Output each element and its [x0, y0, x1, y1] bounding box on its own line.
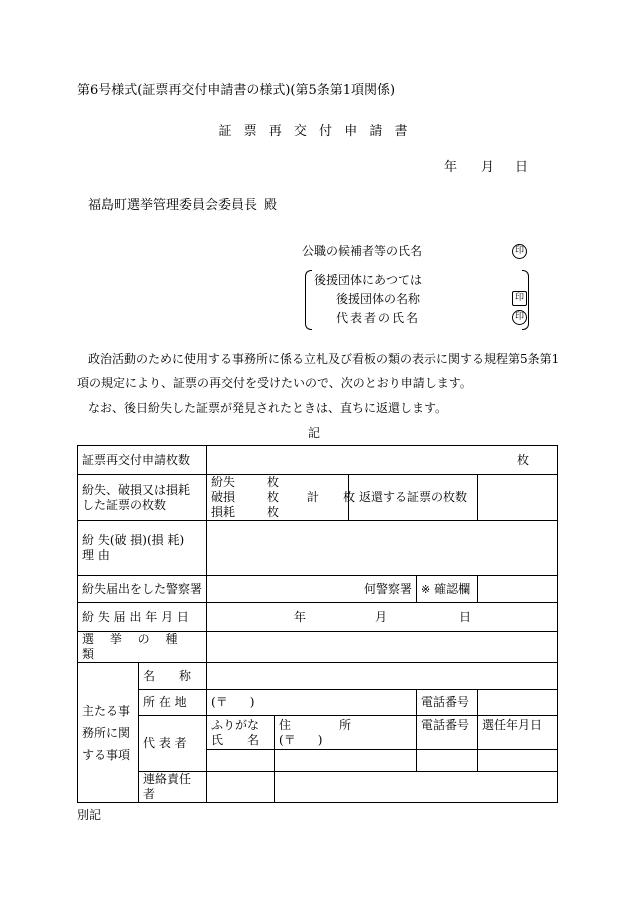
seal-mark-representative: 印 — [512, 310, 527, 325]
office-address-label: 所 在 地 — [139, 690, 207, 716]
lost-damaged-label — [78, 475, 207, 521]
addressee-honorific: 殿 — [264, 198, 278, 213]
reason-label-line1: 紛 失(破 損)(損 耗) — [82, 533, 185, 547]
addressee-name: 福島町選挙管理委員会委員長 — [88, 198, 258, 213]
row-office-address — [78, 690, 558, 716]
note-mark: ※ — [421, 582, 431, 596]
reissue-count-field[interactable] — [207, 446, 558, 475]
return-count-label: 返還する証票の枚数 — [349, 475, 478, 521]
damaged-sheet-unit: 枚 — [267, 490, 280, 504]
rep-address-field[interactable] — [275, 750, 417, 772]
paragraph1-line2: 項の規定により、証票の再交付を受けたいので、次のとおり申請します。 — [77, 376, 472, 390]
reason-field[interactable] — [207, 521, 558, 576]
candidate-name-label: 公職の候補者等の氏名 — [302, 244, 423, 258]
contact-label: 連絡責任者 — [139, 772, 207, 803]
report-year: 年 — [294, 609, 307, 624]
left-bracket — [305, 270, 312, 330]
police-field[interactable] — [207, 576, 417, 603]
contact-name-field[interactable] — [207, 772, 275, 803]
document-title: 証 票 再 交 付 申 請 書 — [218, 124, 412, 139]
election-type-label: 選 挙 の 種 類 — [78, 632, 207, 663]
confirm-label: 確認欄 — [434, 581, 471, 596]
group-name-label: 後援団体の名称 — [336, 292, 421, 306]
report-month: 月 — [375, 609, 388, 624]
row-police — [78, 576, 558, 603]
confirm-cell — [417, 576, 478, 603]
office-name-field[interactable] — [207, 663, 558, 690]
rep-name-field[interactable] — [207, 750, 275, 772]
rep-address-header — [275, 716, 417, 750]
total-sheet-unit: 枚 — [343, 490, 356, 504]
worn-sheet-unit: 枚 — [267, 505, 280, 519]
report-date-label: 紛 失 届 出 年 月 日 — [78, 603, 207, 632]
row-contact — [78, 772, 558, 803]
rep-phone-header: 電話番号 — [417, 716, 478, 750]
office-label-line2: 務所に関 — [82, 725, 131, 740]
form-number: 第6号様式(証票再交付申請書の様式)(第5条第1項関係) — [77, 83, 396, 98]
furigana-label: ふりがな — [211, 718, 260, 732]
rep-postal-close: ) — [317, 733, 323, 747]
row-reissue-count — [78, 446, 558, 475]
supporter-intro: 後援団体にあつては — [314, 273, 423, 287]
rep-name-header — [207, 716, 275, 750]
lost-label: 紛失 — [211, 475, 236, 489]
row-representative — [78, 716, 558, 750]
rep-appointment-field[interactable] — [478, 750, 558, 772]
rep-phone-field[interactable] — [417, 750, 478, 772]
office-label — [78, 663, 139, 803]
reason-label — [78, 521, 207, 576]
report-date-field[interactable] — [207, 603, 558, 632]
office-label-line3: する事項 — [82, 747, 131, 762]
lost-sheet-unit: 枚 — [267, 475, 280, 489]
date-month: 月 — [481, 160, 495, 175]
seal-mark-candidate: 印 — [512, 244, 527, 259]
paragraph1-line1: 政治活動のために使用する事務所に係る立札及び看板の類の表示に関する規程第5条第1 — [88, 352, 560, 366]
seal-mark-group: 印 — [512, 291, 527, 306]
paragraph2: なお、後日紛失した証票が発見されたときは、直ちに返還します。 — [88, 401, 448, 415]
lost-damaged-label-line1: 紛失、破損又は損耗 — [82, 482, 191, 497]
police-suffix: 何警察署 — [364, 581, 413, 596]
row-report-date — [78, 603, 558, 632]
row-lost-damaged — [78, 475, 558, 521]
ki-mark: 記 — [308, 426, 321, 440]
rep-appointment-header: 選任年月日 — [478, 716, 558, 750]
representative-label: 代 表 者 — [139, 716, 207, 772]
office-phone-label: 電話番号 — [417, 690, 478, 716]
report-day: 日 — [459, 609, 472, 624]
row-election-type — [78, 632, 558, 663]
damaged-label: 破損 — [211, 490, 236, 504]
date-day: 日 — [515, 160, 529, 175]
lost-damaged-counts[interactable] — [207, 475, 356, 521]
office-postal-open: (〒 — [211, 695, 228, 709]
rep-postal-open: (〒 — [279, 733, 296, 747]
reissue-count-label: 証票再交付申請枚数 — [78, 446, 207, 475]
jusho-label: 住 所 — [279, 718, 352, 732]
office-name-label: 名 称 — [139, 663, 207, 690]
police-label: 紛失届出をした警察署 — [78, 576, 207, 603]
election-type-field[interactable] — [207, 632, 558, 663]
row-reason — [78, 521, 558, 576]
lost-damaged-label-line2: した証票の枚数 — [82, 497, 167, 512]
reason-label-line2: 理 由 — [82, 548, 110, 562]
form-table — [77, 445, 558, 803]
representative-name-label: 代表者の氏名 — [336, 311, 421, 325]
shimei-label: 氏 名 — [211, 733, 260, 747]
office-label-line1: 主たる事 — [82, 703, 131, 718]
appendix-label: 別記 — [77, 808, 102, 822]
office-postal-close: ) — [249, 695, 255, 709]
worn-label: 損耗 — [211, 505, 236, 519]
office-phone-field[interactable] — [478, 690, 558, 716]
row-office-name — [78, 663, 558, 690]
contact-detail-field[interactable] — [275, 772, 558, 803]
total-label: 計 — [307, 490, 320, 504]
return-count-field[interactable] — [478, 475, 558, 521]
confirm-field[interactable] — [478, 576, 558, 603]
reissue-count-unit: 枚 — [517, 452, 530, 467]
office-address-field[interactable] — [207, 690, 417, 716]
date-year: 年 — [444, 160, 458, 175]
